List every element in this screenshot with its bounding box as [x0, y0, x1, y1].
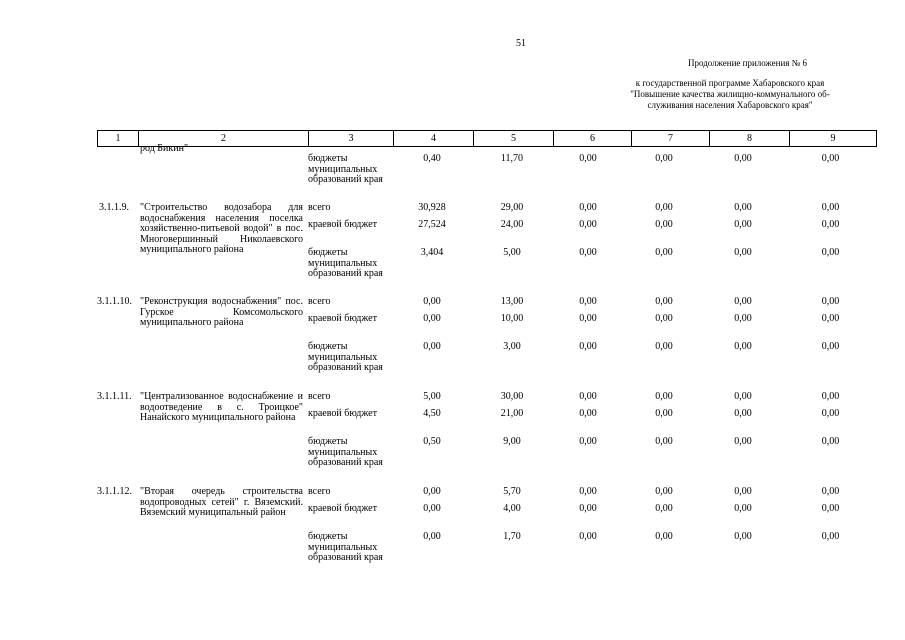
row-code: 3.1.1.12. [97, 486, 132, 497]
value-cell: 24,00 [500, 219, 524, 230]
value-cell: 0,00 [423, 296, 441, 307]
value-cell: 0,00 [821, 296, 840, 307]
value-cell: 5,70 [503, 486, 521, 497]
row-name: "Строительство водозабора для водоснабжения населения поселка хозяйственно-питьевой водой" в пос. Многовершинный Николаевского муниципального района [140, 202, 303, 255]
value-cell: 0,00 [821, 391, 840, 402]
value-cell: 0,00 [579, 436, 597, 447]
column-header-cell: 7 [632, 131, 710, 147]
value-cell: 0,00 [821, 436, 840, 447]
value-cell: 5,00 [423, 391, 441, 402]
value-cell: 3,404 [420, 247, 444, 258]
value-cell: 0,00 [734, 296, 752, 307]
value-cell: 0,00 [734, 247, 752, 258]
row-category: краевой бюджет [308, 313, 377, 324]
value-cell: 0,00 [821, 219, 840, 230]
value-cell: 0,00 [734, 341, 752, 352]
value-cell: 0,00 [734, 408, 752, 419]
value-cell: 0,00 [579, 313, 597, 324]
row-category: бюджеты муниципальных образований края [308, 153, 383, 185]
value-cell: 0,00 [655, 219, 673, 230]
column-header-cell: 4 [394, 131, 474, 147]
value-cell: 0,00 [821, 153, 840, 164]
row-code: 3.1.1.11. [97, 391, 132, 402]
row-code: 3.1.1.9. [99, 202, 129, 213]
column-header-cell: 5 [474, 131, 554, 147]
value-cell: 0,00 [579, 503, 597, 514]
value-cell: 0,00 [579, 408, 597, 419]
column-header-cell: 8 [710, 131, 790, 147]
value-cell: 9,00 [503, 436, 521, 447]
value-cell: 0,00 [655, 436, 673, 447]
value-cell: 0,00 [734, 313, 752, 324]
value-cell: 11,70 [500, 153, 524, 164]
value-cell: 13,00 [500, 296, 524, 307]
value-cell: 0,00 [734, 202, 752, 213]
value-cell: 21,00 [500, 408, 524, 419]
value-cell: 0,00 [655, 153, 673, 164]
value-cell: 0,00 [734, 391, 752, 402]
value-cell: 0,00 [821, 313, 840, 324]
column-header-cell: 3 [309, 131, 394, 147]
value-cell: 0,00 [655, 486, 673, 497]
row-code: 3.1.1.10. [97, 296, 132, 307]
value-cell: 0,00 [423, 503, 441, 514]
row-name: "Реконструкция водоснабжения" пос. Гурское Комсомольского муниципального района [140, 296, 303, 328]
value-cell: 0,00 [579, 341, 597, 352]
row-name: род Бикин" [140, 143, 189, 154]
value-cell: 10,00 [500, 313, 524, 324]
value-cell: 0,00 [821, 341, 840, 352]
value-cell: 0,00 [821, 247, 840, 258]
value-cell: 0,00 [579, 391, 597, 402]
row-category: всего [308, 202, 331, 213]
value-cell: 0,00 [423, 486, 441, 497]
page-number: 51 [516, 38, 526, 49]
row-category: краевой бюджет [308, 408, 377, 419]
value-cell: 0,00 [734, 486, 752, 497]
column-header-cell: 1 [98, 131, 139, 147]
value-cell: 0,00 [655, 296, 673, 307]
value-cell: 29,00 [500, 202, 524, 213]
column-header-cell: 6 [554, 131, 632, 147]
row-category: бюджеты муниципальных образований края [308, 531, 383, 563]
value-cell: 4,50 [423, 408, 441, 419]
value-cell: 0,00 [821, 531, 840, 542]
value-cell: 27,524 [418, 219, 446, 230]
row-category: всего [308, 296, 331, 307]
value-cell: 0,00 [579, 486, 597, 497]
value-cell: 0,00 [655, 341, 673, 352]
row-category: бюджеты муниципальных образований края [308, 247, 383, 279]
value-cell: 1,70 [503, 531, 521, 542]
row-category: всего [308, 391, 331, 402]
appendix-header [595, 58, 865, 111]
value-cell: 30,00 [500, 391, 524, 402]
value-cell: 0,00 [423, 531, 441, 542]
value-cell: 0,00 [423, 341, 441, 352]
value-cell: 0,00 [821, 202, 840, 213]
value-cell: 0,40 [423, 153, 441, 164]
value-cell: 0,00 [734, 503, 752, 514]
row-category: всего [308, 486, 331, 497]
value-cell: 0,00 [579, 219, 597, 230]
value-cell: 0,00 [821, 503, 840, 514]
value-cell: 30,928 [418, 202, 446, 213]
value-cell: 0,00 [734, 531, 752, 542]
value-cell: 0,00 [655, 503, 673, 514]
value-cell: 0,00 [821, 408, 840, 419]
value-cell: 0,00 [423, 313, 441, 324]
column-header-cell: 2 [139, 131, 309, 147]
value-cell: 0,00 [734, 153, 752, 164]
appendix-program-line: к государственной программе Хабаровского края [635, 78, 825, 88]
value-cell: 0,00 [655, 531, 673, 542]
value-cell: 0,00 [655, 313, 673, 324]
row-category: краевой бюджет [308, 219, 377, 230]
appendix-program-title-1: "Повышение качества жилищно-коммунального об- [630, 89, 830, 99]
row-category: бюджеты муниципальных образований края [308, 436, 383, 468]
row-category: краевой бюджет [308, 503, 377, 514]
value-cell: 3,00 [503, 341, 521, 352]
value-cell: 0,00 [655, 391, 673, 402]
row-name: "Централизованное водоснабжение и водоотведение в с. Троицкое" Нанайского муниципального района [140, 391, 303, 423]
value-cell: 0,50 [423, 436, 441, 447]
value-cell: 0,00 [734, 436, 752, 447]
appendix-program-title-2: служивания населения Хабаровского края" [647, 100, 813, 110]
row-name: "Вторая очередь строительства водопроводных сетей" г. Вяземский. Вяземский муниципальный район [140, 486, 303, 518]
value-cell: 0,00 [655, 408, 673, 419]
value-cell: 0,00 [579, 202, 597, 213]
value-cell: 0,00 [655, 202, 673, 213]
value-cell: 0,00 [579, 153, 597, 164]
value-cell: 4,00 [503, 503, 521, 514]
value-cell: 0,00 [579, 531, 597, 542]
row-category: бюджеты муниципальных образований края [308, 341, 383, 373]
appendix-continuation: Продолжение приложения № 6 [687, 58, 807, 68]
value-cell: 0,00 [655, 247, 673, 258]
value-cell: 5,00 [503, 247, 521, 258]
value-cell: 0,00 [579, 296, 597, 307]
value-cell: 0,00 [821, 486, 840, 497]
value-cell: 0,00 [734, 219, 752, 230]
value-cell: 0,00 [579, 247, 597, 258]
column-header-cell: 9 [790, 131, 877, 147]
